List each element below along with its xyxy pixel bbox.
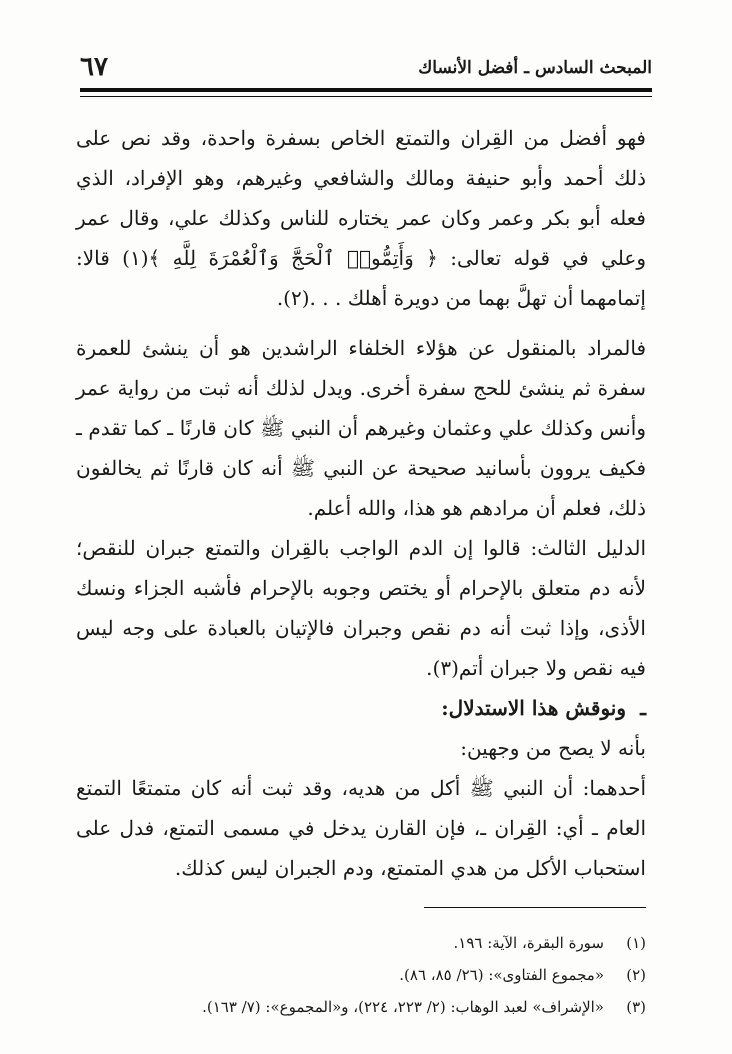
paragraph-1: فهو أفضل من القِران والتمتع الخاص بسفرة واحدة، وقد نص على ذلك أحمد وأبو حنيفة ومالك والشافعي وغيرهم، وهو الإفراد، الذي فعله أبو بكر وعمر وكان عمر يختاره للناس وكذلك علي، وقال عمر وعلي في قوله تعالى: ﴿ وَأَتِمُّوا۟ ٱلْحَجَّ وَٱلْعُمْرَةَ لِلَّهِ ﴾(١) قالا: إتمامهما أن تهلَّ بهما من دويرة أهلك . . .(٢). (76, 126, 646, 310)
footnote-number: (٢) (626, 966, 646, 984)
footnote-number: (٣) (626, 998, 646, 1016)
running-title: المبحث السادس ـ أفضل الأنساك (418, 58, 652, 78)
paragraph-5: أحدهما: أن النبي ﷺ أكل من هديه، وقد ثبت أنه كان متمتعًا التمتع العام ـ أي: القِران ـ، فإن القارن يدخل في مسمى التمتع، فدل على استحباب الأكل من هدي المتمتع، ودم الجبران ليس كذلك. (76, 776, 646, 880)
footnote-text: «الإشراف» لعبد الوهاب: (٢/ ٢٢٣، ٢٢٤)، و«المجموع»: (٧/ ١٦٣). (202, 998, 604, 1016)
footnote-1 (76, 927, 646, 959)
header-rule-thick (80, 88, 652, 92)
body-text (76, 118, 646, 888)
header-rule-thin (80, 96, 652, 97)
footnote-text: «مجموع الفتاوى»: (٢٦/ ٨٥، ٨٦). (399, 966, 604, 984)
paragraph-2: فالمراد بالمنقول عن هؤلاء الخلفاء الراشدين هو أن ينشئ للعمرة سفرة ثم ينشئ للحج سفرة أخرى. ويدل لذلك أنه ثبت من رواية عمر وأنس وكذلك علي وعثمان وغيرهم أن النبي ﷺ كان قارنًا ـ كما تقدم ـ فكيف يروون بأسانيد صحيحة عن النبي ﷺ أنه كان قارنًا ثم يخالفون ذلك، فعلم أن مرادهم هو هذا، والله أعلم. (76, 336, 646, 520)
footnote-text: سورة البقرة، الآية: ١٩٦. (453, 934, 604, 952)
footnote-rule (424, 907, 646, 908)
paragraph-3: الدليل الثالث: قالوا إن الدم الواجب بالقِران والتمتع جبران للنقص؛ لأنه دم متعلق بالإحرام أو يختص وجوبه بالإحرام فأشبه الجزاء ونسك الأذى، وإذا ثبت أنه دم نقص وجبران فالإتيان بالعبادة على وجه ليس فيه نقص ولا جبران أتم(٣). (76, 536, 646, 680)
footnote-3 (76, 991, 646, 1023)
page-number: ٦٧ (80, 52, 108, 82)
page-header (80, 52, 652, 86)
footnote-2 (76, 959, 646, 991)
footnote-number: (١) (626, 934, 646, 952)
section-heading (76, 688, 646, 728)
heading-text: ونوقش هذا الاستدلال: (441, 696, 626, 720)
paragraph-4: بأنه لا يصح من وجهين: (460, 736, 646, 760)
heading-dash: ـ (640, 696, 646, 720)
footnotes (76, 927, 646, 1023)
